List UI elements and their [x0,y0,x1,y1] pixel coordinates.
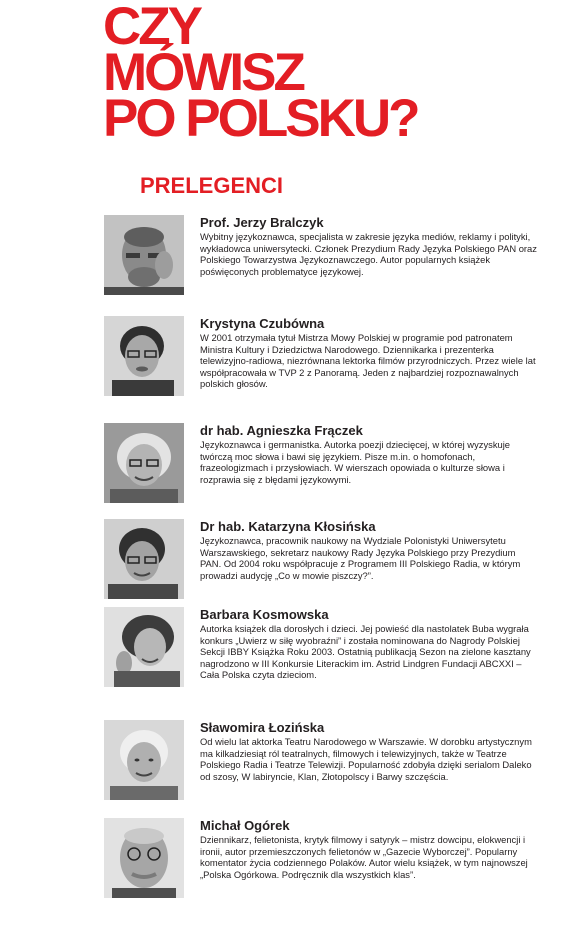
speaker-name: Krystyna Czubówna [200,316,325,331]
page-title [103,0,418,148]
speaker-bio: Językoznawca i germanistka. Autorka poezji dziecięcej, w której wyzyskuje twórczą moc słowa i bawi się językiem. Pisze m.in. o homofonach, frazeologizmach i przysłowiach. W wierszach opowiada o kulturze słowa i rozprawia się z błędami językowymi. [200,439,511,485]
section-heading: PRELEGENCI [140,173,284,198]
speaker-photo [104,423,184,503]
speaker-name: dr hab. Agnieszka Frączek [200,423,363,438]
speaker-bio: Wybitny językoznawca, specjalista w zakresie języka mediów, reklamy i polityki, wykładowca uniwersytecki. Członek Prezydium Rady Języka Polskiego PAN oraz Polskiego Towarzystwa Językoznawczego. Autor popularnych książek poświęconych problematyce językowej. [200,231,537,277]
speaker-photo [104,607,184,687]
speaker-bio: Dziennikarz, felietonista, krytyk filmowy i satyryk – mistrz dowcipu, elokwencji i ironii, autor przemieszczonych felietonów w „Gazecie Wyborczej”. Popularny komentator życia codziennego Polaków. Autor wielu książek, w tym najnowszej „Polska Ogórkowa. Podręcznik dla wszystkich klas”. [200,834,528,880]
speaker-name: Sławomira Łozińska [200,720,325,735]
title-line: CZY [103,0,200,56]
speaker-bio: Od wielu lat aktorka Teatru Narodowego w Warszawie. W dorobku artystycznym ma kilkadziesiąt ról teatralnych, filmowych i telewizyjnych, także w Teatrze Polskiego Radia i Teatrze Telewizji. Popularność zdobyła dzięki serialom Daleko od szosy, W labiryncie, Klan, Złotopolscy i Barwy szczęścia. [200,736,532,782]
speaker-bio: Językoznawca, pracownik naukowy na Wydziale Polonistyki Uniwersytetu Warszawskiego, sekretarz naukowy Rady Języka Polskiego przy Prezydium PAN. Od 2004 roku współpracuje z Programem III Polskiego Radia, w którym prowadzi audycję „Co w mowie piszczy?”. [200,535,521,581]
speaker-bio: W 2001 otrzymała tytuł Mistrza Mowy Polskiej w programie pod patronatem Ministra Kultury i Dziedzictwa Narodowego. Dziennikarka i prezenterka telewizyjno-radiowa, niezrównana lektorka filmów przyrodniczych. Przez wiele lat współpracowała w TVP 2 z Panoramą. Jeden z najbardziej rozpoznawalnych polskich głosów. [200,332,536,390]
speaker-photo [104,519,184,599]
title-line: PO POLSKU? [103,89,418,148]
speaker-name: Dr hab. Katarzyna Kłosińska [200,519,376,534]
speaker-name: Prof. Jerzy Bralczyk [200,215,324,230]
speaker-photo [104,215,184,295]
speaker-photo [104,316,184,396]
speaker-name: Michał Ogórek [200,818,290,833]
speaker-photo [104,818,184,898]
speaker-bio: Autorka książek dla dorosłych i dzieci. Jej powieść dla nastolatek Buba wygrała konkurs „Uwierz w siłę wyobraźni” i została nominowana do Nagrody Polskiej Sekcji IBBY Książka Roku 2003. Ostatnią publikacją Sezon na zielone kasztany nagrodzono w III Konkursie Literackim im. Astrid Lindgren Fundacji ABCXXI – Cała Polska czyta dzieciom. [200,623,531,681]
title-line: MÓWISZ [103,43,303,102]
speaker-photo [104,720,184,800]
speaker-name: Barbara Kosmowska [200,607,329,622]
